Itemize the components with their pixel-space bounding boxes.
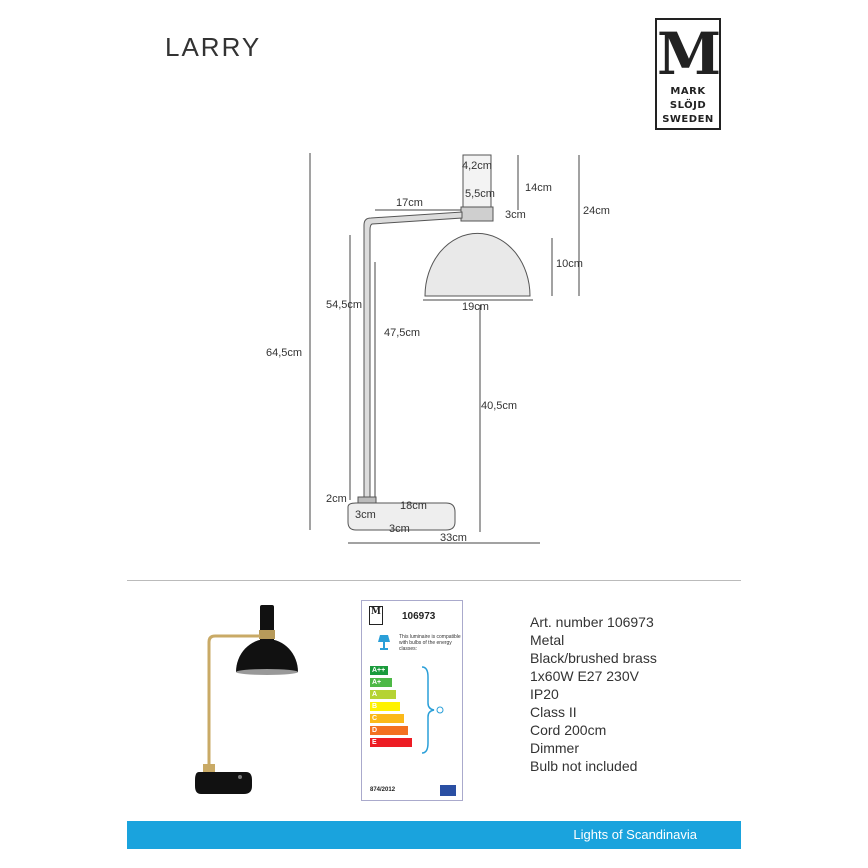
dim-label: 10cm — [556, 258, 583, 270]
dim-label: 33cm — [440, 532, 467, 544]
spec-item: Bulb not included — [530, 758, 638, 774]
energy-class-bar: C — [370, 714, 404, 723]
dim-label: 47,5cm — [384, 327, 421, 339]
brace-icon — [418, 665, 448, 755]
logo-line-2: SLÖJD — [669, 100, 707, 111]
dim-label: 19cm — [462, 301, 489, 313]
dim-label: 64,5cm — [266, 347, 303, 359]
energy-label — [361, 600, 463, 801]
spec-item: 1x60W E27 230V — [530, 668, 639, 684]
eu-flag-icon — [440, 785, 456, 796]
dim-label: 17cm — [396, 197, 423, 209]
label-logo: M — [369, 606, 383, 625]
logo-letter: M — [657, 20, 722, 88]
label-regulation: 874/2012 — [370, 787, 396, 793]
dim-label: 24cm — [583, 205, 610, 217]
footer-bar — [127, 821, 741, 849]
logo-line-1: MARK — [670, 86, 706, 97]
energy-class-bar: B — [370, 702, 400, 711]
dim-label: 3cm — [505, 209, 526, 221]
label-article-number: 106973 — [402, 611, 436, 622]
energy-class-bar: E — [370, 738, 412, 747]
spec-item: Art. number 106973 — [530, 614, 654, 630]
dim-label: 18cm — [400, 500, 427, 512]
footer-tagline: Lights of Scandinavia — [573, 827, 697, 842]
spec-item: Dimmer — [530, 740, 579, 756]
energy-class-bar: D — [370, 726, 408, 735]
dim-label: 5,5cm — [465, 188, 495, 200]
dim-label: 14cm — [525, 182, 552, 194]
logo-line-3: SWEDEN — [662, 114, 714, 125]
dim-label: 3cm — [355, 509, 376, 521]
lamp-icon — [376, 633, 392, 651]
dim-label: 40,5cm — [481, 400, 518, 412]
spec-item: Cord 200cm — [530, 722, 607, 738]
dim-label: 4,2cm — [462, 160, 492, 172]
energy-class-bar: A++ — [370, 666, 388, 675]
label-compat-text: This luminaire is compatible with bulbs of the energy classes: — [399, 634, 461, 652]
spec-item: IP20 — [530, 686, 559, 702]
spec-list — [530, 613, 657, 775]
dim-label: 2cm — [326, 493, 347, 505]
dim-label: 3cm — [389, 523, 410, 535]
spec-item: Metal — [530, 632, 565, 648]
energy-class-bar: A — [370, 690, 396, 699]
spec-item: Class II — [530, 704, 577, 720]
product-title: LARRY — [165, 32, 262, 62]
dim-label: 54,5cm — [326, 299, 363, 311]
spec-item: Black/brushed brass — [530, 650, 657, 666]
energy-class-bar: A+ — [370, 678, 392, 687]
